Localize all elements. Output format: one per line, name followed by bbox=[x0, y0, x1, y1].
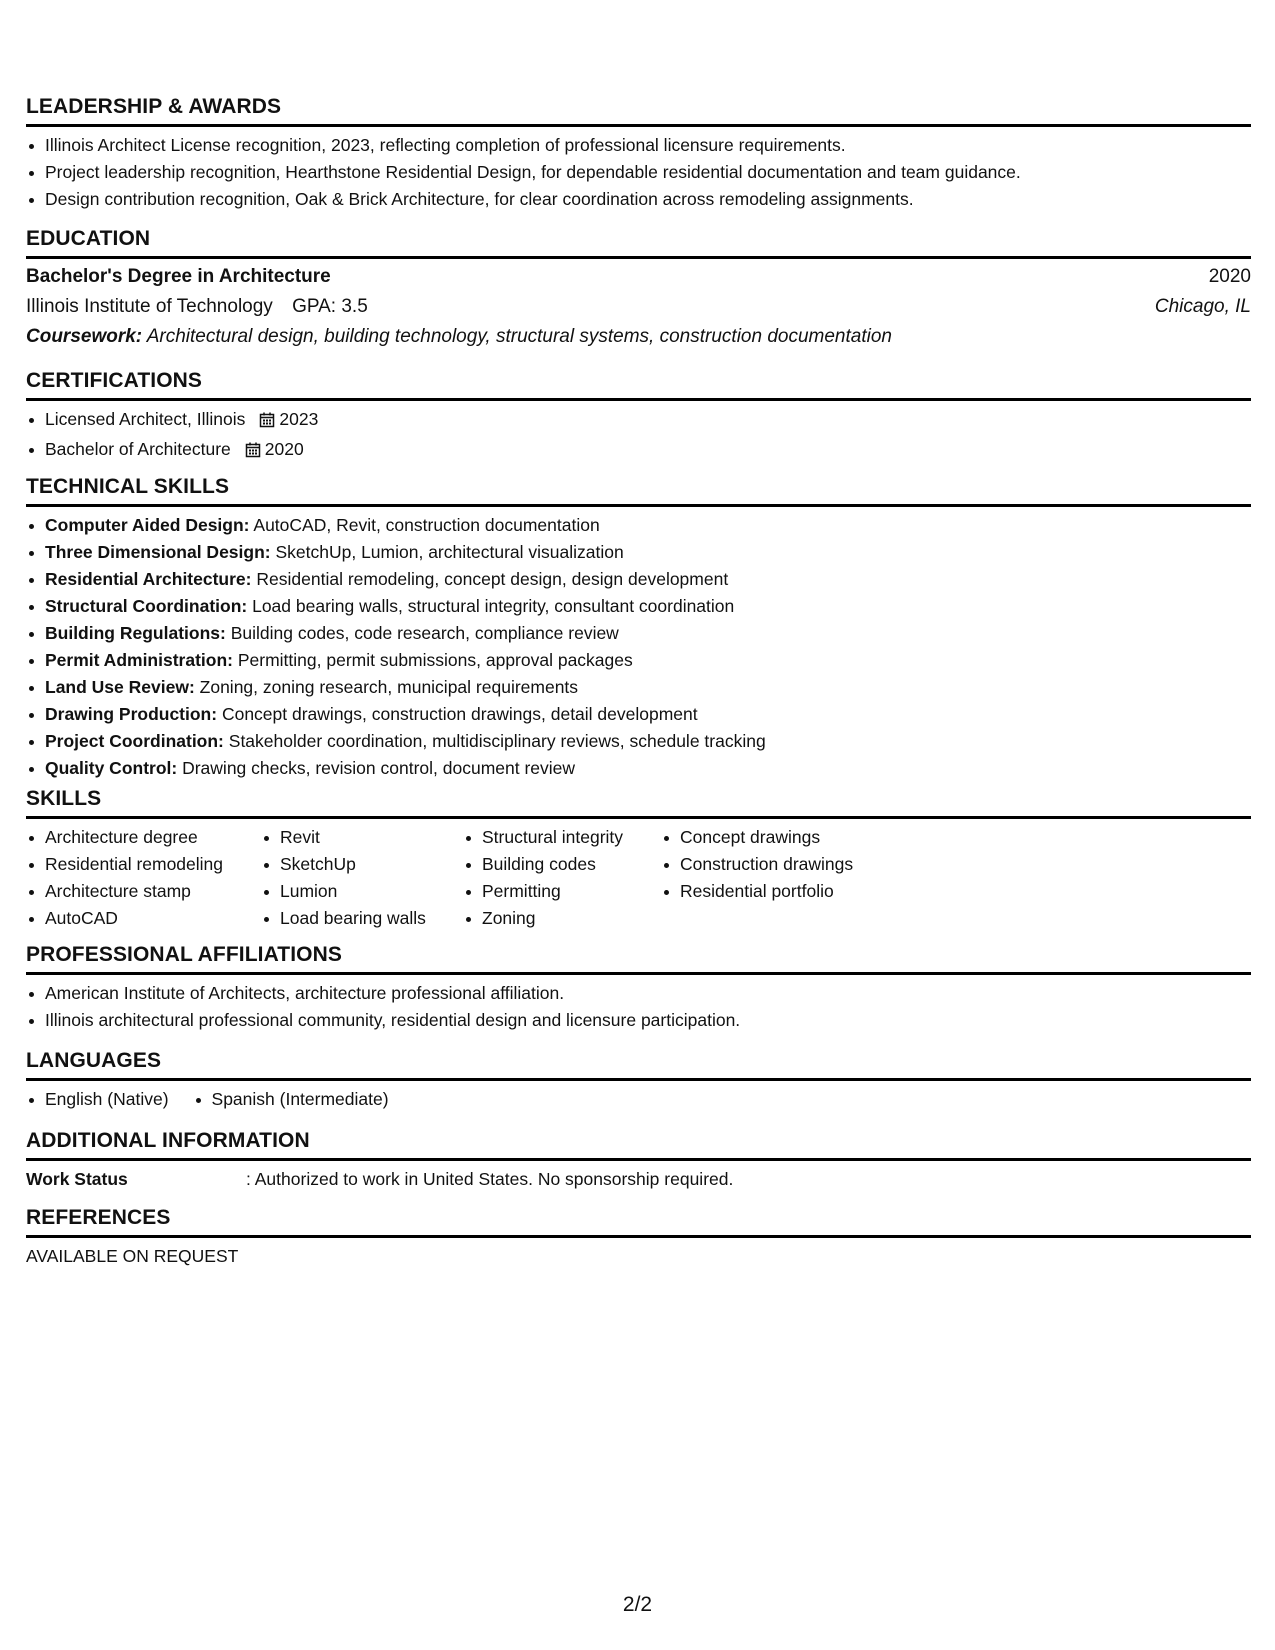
skills-columns bbox=[26, 824, 1251, 932]
section-divider bbox=[26, 256, 1251, 259]
list-item bbox=[26, 647, 1251, 674]
technical-skills-list bbox=[26, 512, 1251, 782]
technical-skills-section bbox=[26, 474, 1251, 782]
section-title-leadership: LEADERSHIP & AWARDS bbox=[26, 95, 282, 118]
skill-category: Drawing Production: bbox=[45, 704, 218, 724]
section-divider bbox=[26, 1158, 1251, 1161]
section-divider bbox=[26, 816, 1251, 819]
skills-column bbox=[26, 824, 261, 932]
list-item: Illinois Architect License recognition, 2023, reflecting completion of professional licensure requirements. bbox=[26, 132, 1251, 159]
skill-category: Project Coordination: bbox=[45, 731, 224, 751]
skill-category: Residential Architecture: bbox=[45, 569, 252, 589]
skill-values: Load bearing walls, structural integrity, consultant coordination bbox=[252, 596, 735, 616]
skill-values: Permitting, permit submissions, approval packages bbox=[237, 650, 633, 670]
skill-values: AutoCAD, Revit, construction documentation bbox=[253, 515, 600, 535]
skills-column bbox=[261, 824, 463, 932]
certification-year: 2020 bbox=[264, 439, 304, 459]
coursework-label: Coursework: bbox=[26, 326, 143, 347]
section-divider bbox=[26, 398, 1251, 401]
section-divider bbox=[26, 504, 1251, 507]
list-item bbox=[26, 728, 1251, 755]
skills-section bbox=[26, 786, 1251, 932]
list-item: Spanish (Intermediate) bbox=[193, 1086, 389, 1113]
references-section bbox=[26, 1205, 1251, 1270]
skill-category: Three Dimensional Design: bbox=[45, 542, 271, 562]
page-number: 2/2 bbox=[622, 1593, 653, 1616]
list-item: Revit bbox=[261, 824, 463, 851]
gpa: GPA: 3.5 bbox=[292, 296, 368, 317]
skill-values: SketchUp, Lumion, architectural visualization bbox=[275, 542, 624, 562]
languages-section bbox=[26, 1048, 1251, 1113]
list-item bbox=[26, 620, 1251, 647]
skills-column bbox=[463, 824, 661, 932]
list-item bbox=[26, 566, 1251, 593]
list-item: Illinois architectural professional community, residential design and licensure participation. bbox=[26, 1007, 1251, 1034]
list-item bbox=[26, 593, 1251, 620]
languages-list bbox=[26, 1086, 1251, 1113]
list-item: Architecture stamp bbox=[26, 878, 261, 905]
list-item bbox=[26, 512, 1251, 539]
skill-category: Quality Control: bbox=[45, 758, 178, 778]
list-item bbox=[26, 755, 1251, 782]
list-item: SketchUp bbox=[261, 851, 463, 878]
section-title-education: EDUCATION bbox=[26, 227, 151, 250]
list-item: Design contribution recognition, Oak & Brick Architecture, for clear coordination across remodeling assignments. bbox=[26, 186, 1251, 213]
coursework-row bbox=[26, 322, 1251, 352]
skill-values: Building codes, code research, compliance review bbox=[230, 623, 619, 643]
list-item: Structural integrity bbox=[463, 824, 661, 851]
coursework-text: Architectural design, building technology, structural systems, construction documentation bbox=[146, 326, 892, 347]
list-item bbox=[26, 406, 1251, 436]
skill-values: Drawing checks, revision control, document review bbox=[182, 758, 576, 778]
graduation-year: 2020 bbox=[1208, 266, 1251, 287]
certification-name: Bachelor of Architecture bbox=[45, 439, 231, 459]
list-item: Project leadership recognition, Hearthstone Residential Design, for dependable residential documentation and team guidance. bbox=[26, 159, 1251, 186]
section-title-technical-skills: TECHNICAL SKILLS bbox=[26, 475, 230, 498]
certifications-section bbox=[26, 368, 1251, 466]
list-item: Building codes bbox=[463, 851, 661, 878]
section-title-additional-info: ADDITIONAL INFORMATION bbox=[26, 1129, 310, 1152]
section-divider bbox=[26, 972, 1251, 975]
school-location: Chicago, IL bbox=[1154, 296, 1251, 317]
skill-category: Permit Administration: bbox=[45, 650, 233, 670]
list-item: Construction drawings bbox=[661, 851, 921, 878]
list-item bbox=[26, 674, 1251, 701]
school-row bbox=[26, 292, 1251, 322]
education-section bbox=[26, 226, 1251, 352]
list-item: Residential remodeling bbox=[26, 851, 261, 878]
certification-year: 2023 bbox=[279, 409, 319, 429]
skill-category: Structural Coordination: bbox=[45, 596, 248, 616]
skill-category: Land Use Review: bbox=[45, 677, 195, 697]
skill-category: Computer Aided Design: bbox=[45, 515, 250, 535]
skill-values: Zoning, zoning research, municipal requirements bbox=[199, 677, 579, 697]
list-item bbox=[26, 539, 1251, 566]
list-item: AutoCAD bbox=[26, 905, 261, 932]
section-divider bbox=[26, 124, 1251, 127]
skill-category: Building Regulations: bbox=[45, 623, 226, 643]
list-item: Zoning bbox=[463, 905, 661, 932]
certification-name: Licensed Architect, Illinois bbox=[45, 409, 246, 429]
work-status-label: Work Status bbox=[26, 1169, 128, 1189]
section-title-skills: SKILLS bbox=[26, 787, 102, 810]
skills-column bbox=[661, 824, 921, 932]
list-item: Concept drawings bbox=[661, 824, 921, 851]
calendar-icon bbox=[259, 409, 275, 436]
section-divider bbox=[26, 1078, 1251, 1081]
affiliations-list bbox=[26, 980, 1251, 1034]
school-name: Illinois Institute of Technology bbox=[26, 296, 273, 317]
skill-values: Stakeholder coordination, multidisciplinary reviews, schedule tracking bbox=[228, 731, 766, 751]
additional-info-section bbox=[26, 1128, 1251, 1193]
list-item: English (Native) bbox=[26, 1086, 169, 1113]
list-item bbox=[26, 436, 1251, 466]
work-status-row bbox=[26, 1166, 1251, 1193]
section-title-certifications: CERTIFICATIONS bbox=[26, 369, 203, 392]
section-title-references: REFERENCES bbox=[26, 1206, 171, 1229]
section-title-affiliations: PROFESSIONAL AFFILIATIONS bbox=[26, 943, 342, 966]
skill-values: Concept drawings, construction drawings, detail development bbox=[221, 704, 698, 724]
work-status-value: : Authorized to work in United States. No sponsorship required. bbox=[246, 1169, 734, 1189]
skill-values: Residential remodeling, concept design, design development bbox=[256, 569, 729, 589]
section-title-languages: LANGUAGES bbox=[26, 1049, 162, 1072]
list-item: Lumion bbox=[261, 878, 463, 905]
section-divider bbox=[26, 1235, 1251, 1238]
list-item: Load bearing walls bbox=[261, 905, 463, 932]
list-item: Permitting bbox=[463, 878, 661, 905]
leadership-section bbox=[26, 94, 1251, 213]
list-item: Architecture degree bbox=[26, 824, 261, 851]
list-item bbox=[26, 701, 1251, 728]
certifications-list bbox=[26, 406, 1251, 466]
leadership-list bbox=[26, 132, 1251, 213]
affiliations-section bbox=[26, 942, 1251, 1034]
degree-row bbox=[26, 262, 1251, 292]
degree-name: Bachelor's Degree in Architecture bbox=[26, 266, 331, 287]
calendar-icon bbox=[245, 439, 261, 466]
references-text: AVAILABLE ON REQUEST bbox=[26, 1246, 239, 1266]
list-item: American Institute of Architects, architecture professional affiliation. bbox=[26, 980, 1251, 1007]
list-item: Residential portfolio bbox=[661, 878, 921, 905]
